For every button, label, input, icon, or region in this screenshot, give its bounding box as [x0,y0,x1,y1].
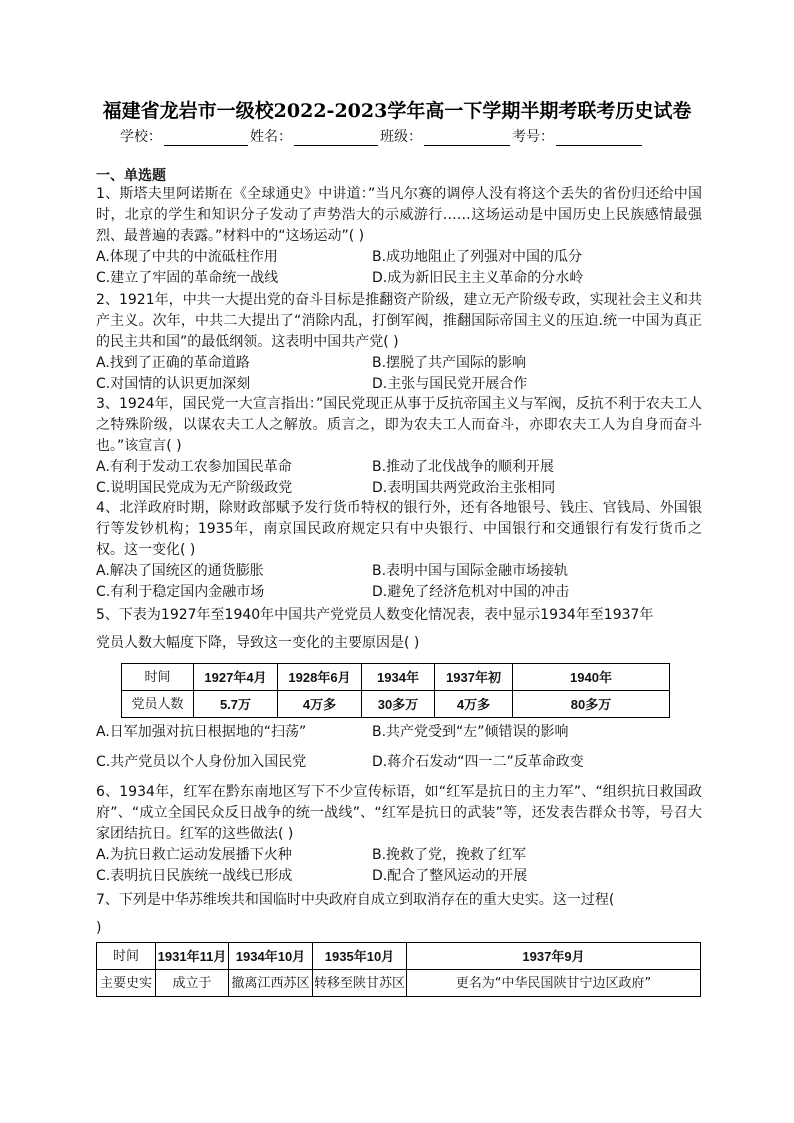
option-c[interactable]: C.建立了牢固的革命统一战线 [96,270,279,286]
table-header-row [122,664,670,691]
option-a[interactable]: A.为抗日救亡运动发展播下火种 [96,847,292,863]
option-b[interactable]: B.表明中国与国际金融市场接轨 [372,563,569,579]
question-stem-line-1: 5、下表为1927年至1940年中国共产党党员人数变化情况表，表中显示1934年至1937年 [96,607,654,623]
table-header-row [97,943,701,970]
table-cell: 1937年初 [435,664,513,691]
exam-number-field[interactable] [556,130,642,146]
option-b[interactable]: B.共产党受到“左”倾错误的影响 [372,724,569,740]
options [96,717,702,777]
table-cell: 4万多 [278,691,362,718]
options [96,247,702,289]
question-1 [96,184,702,289]
table-cell: 撤离江西苏区 [229,970,313,997]
option-d[interactable]: D.成为新旧民主主义革命的分水岭 [372,270,584,286]
option-a[interactable]: A.找到了正确的革命道路 [96,355,250,371]
table-cell: 5.7万 [194,691,278,718]
table-cell: 4万多 [435,691,513,718]
table-cell: 成立于 [156,970,229,997]
section-title: 一、单选题 [96,168,166,184]
soviet-government-table [96,942,701,997]
exam-title: 福建省龙岩市一级校2022-2023学年高一下学期半期考联考历史试卷 [102,100,692,122]
option-a[interactable]: A.日军加强对抗日根据地的“扫荡” [96,724,307,740]
table-cell: 时间 [122,664,194,691]
school-label: 学校： [120,129,162,145]
options [96,353,702,395]
option-c[interactable]: C.有利于稳定国内金融市场 [96,584,265,600]
table-cell: 更名为“中华民国陕甘宁边区政府” [407,970,701,997]
option-a[interactable]: A.体现了中共的中流砥柱作用 [96,249,278,265]
class-label: 班级： [380,129,422,145]
table-cell: 1935年10月 [313,943,407,970]
table-cell: 1937年9月 [407,943,701,970]
table-cell: 1934年 [362,664,435,691]
question-stem-line-1: 7、下列是中华苏维埃共和国临时中央政府自成立到取消存在的重大史实。这一过程( [96,892,615,908]
options [96,561,702,603]
option-b[interactable]: B.成功地阻止了列强对中国的瓜分 [372,249,583,265]
table-cell: 1931年11月 [156,943,229,970]
school-field[interactable] [164,130,248,146]
option-c[interactable]: C.说明国民党成为无产阶级政党 [96,480,293,496]
option-b[interactable]: B.摆脱了共产国际的影响 [372,355,527,371]
name-label: 姓名： [250,129,292,145]
table-cell: 1940年 [513,664,670,691]
table-cell: 1934年10月 [229,943,313,970]
option-d[interactable]: D.蒋介石发动“四一二”反革命政变 [372,754,584,770]
options [96,457,702,499]
question-2 [96,290,702,395]
option-d[interactable]: D.避免了经济危机对中国的冲击 [372,584,570,600]
table-cell: 党员人数 [122,691,194,718]
table-cell: 30多万 [362,691,435,718]
party-membership-table [121,663,670,718]
table-cell: 主要史实 [97,970,156,997]
table-row [97,970,701,997]
option-b[interactable]: B.推动了北伐战争的顺利开展 [372,459,555,475]
option-b[interactable]: B.挽救了党，挽救了红军 [372,847,527,863]
name-field[interactable] [294,130,378,146]
question-3 [96,394,702,499]
option-c[interactable]: C.表明抗日民族统一战线已形成 [96,868,293,884]
question-4 [96,498,702,603]
table-row [122,691,670,718]
class-field[interactable] [424,130,510,146]
option-d[interactable]: D.主张与国民党开展合作 [372,376,528,392]
question-7 [96,888,702,997]
option-d[interactable]: D.配合了整风运动的开展 [372,868,528,884]
question-stem-line-2: 党员人数大幅度下降，导致这一变化的主要原因是( ) [96,635,420,651]
question-stem: 2、1921年，中共一大提出党的奋斗目标是推翻资产阶级，建立无产阶级专政，实现社会主义和共产主义。次年，中共二大提出了“消除内乱，打倒军阀，推翻国际帝国主义的压迫.统一中国为真正的民主共和国”的最低纲领。这表明中国共产党( ) [96,292,702,350]
option-d[interactable]: D.表明国共两党政治主张相同 [372,480,556,496]
question-6 [96,782,702,887]
student-info-fields [120,126,644,146]
table-cell: 80多万 [513,691,670,718]
question-5 [96,603,702,777]
option-a[interactable]: A.有利于发动工农参加国民革命 [96,459,292,475]
option-c[interactable]: C.共产党员以个人身份加入国民党 [96,754,307,770]
question-stem: 1、斯塔夫里阿诺斯在《全球通史》中讲道：”当凡尔赛的调停人没有将这个丢失的省份归还给中国时，北京的学生和知识分子发动了声势浩大的示威游行……这场运动是中国历史上民族感情最强烈、最普遍的表露。”材料中的“这场运动”( ) [96,186,702,244]
table-cell: 1928年6月 [278,664,362,691]
table-cell: 1927年4月 [194,664,278,691]
question-stem: 6、1934年，红军在黔东南地区写下不少宣传标语，如“红军是抗日的主力军”、“组织抗日救国政府”、“成立全国民众反日战争的统一战线”、“红军是抗日的武装”等，还发表告群众书等，号召大家团结抗日。红军的这些做法( ) [96,784,702,842]
table-cell: 转移至陕甘苏区 [313,970,407,997]
option-a[interactable]: A.解决了国统区的通货膨胀 [96,563,264,579]
table-cell: 时间 [97,943,156,970]
exam-number-label: 考号： [512,129,554,145]
question-stem: 3、1924年，国民党一大宣言指出：”国民党现正从事于反抗帝国主义与军阀，反抗不利于农夫工人之特殊阶级，以谋农夫工人之解放。质言之，即为农夫工人而奋斗，亦即农夫工人为自身而奋斗也。”该宣言( ) [96,396,702,454]
question-stem-line-2: ) [96,920,102,936]
option-c[interactable]: C.对国情的认识更加深刻 [96,376,251,392]
question-stem: 4、北洋政府时期，除财政部赋予发行货币特权的银行外，还有各地银号、钱庄、官钱局、外国银行等发钞机构；1935年，南京国民政府规定只有中央银行、中国银行和交通银行有发行货币之权。这一变化( ) [96,500,702,558]
options [96,845,702,887]
